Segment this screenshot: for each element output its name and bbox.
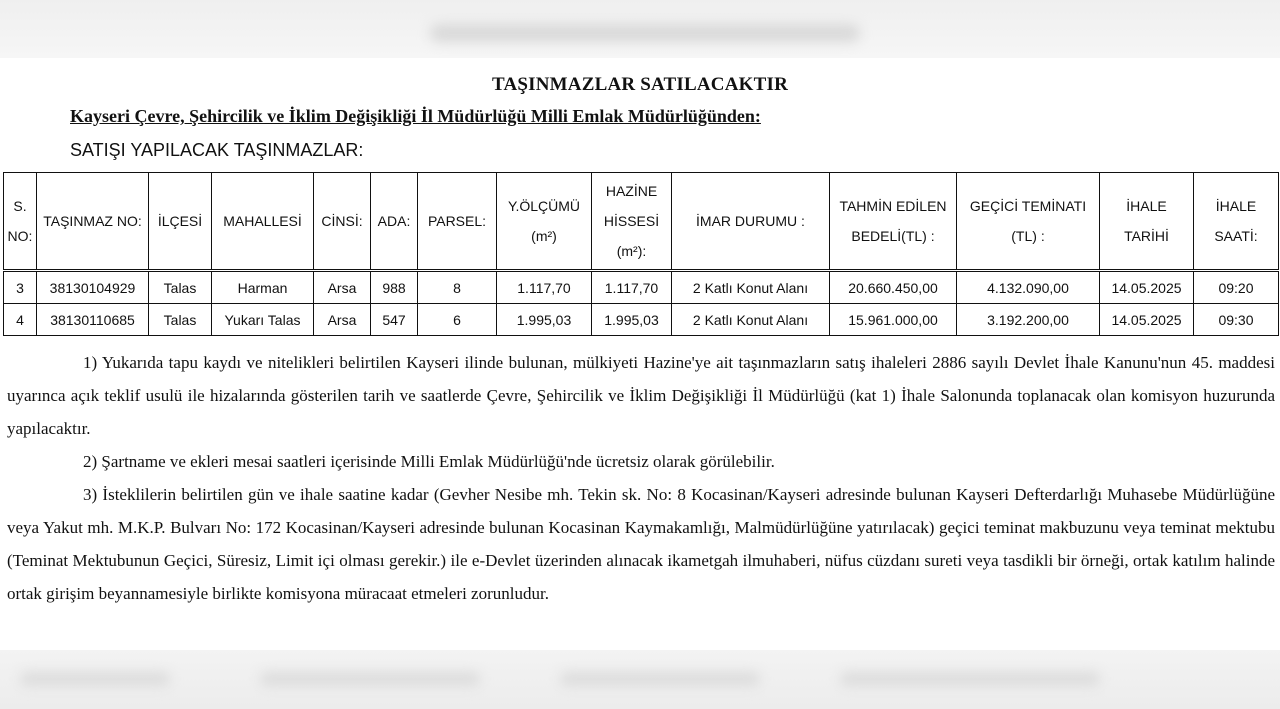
table-cell: Talas — [149, 271, 212, 304]
column-header-text: S. — [13, 198, 27, 214]
column-header — [314, 173, 371, 271]
column-header — [497, 173, 592, 271]
table-cell: 988 — [371, 271, 418, 304]
blurred-text — [840, 672, 1100, 686]
blurred-header-strip — [0, 0, 1280, 58]
table-header-row — [4, 173, 1279, 271]
table-cell: 38130104929 — [37, 271, 149, 304]
announcement-document — [0, 58, 1280, 650]
column-header — [418, 173, 497, 271]
column-header-text: BEDELİ(TL) : — [851, 228, 935, 244]
table-cell: 14.05.2025 — [1100, 304, 1194, 336]
table-cell: 4 — [4, 304, 37, 336]
column-header — [212, 173, 314, 271]
column-header — [1100, 173, 1194, 271]
table-cell: 09:20 — [1194, 271, 1279, 304]
column-header-text: NO: — [7, 228, 33, 244]
blurred-text — [260, 672, 480, 686]
column-header-text: TAHMİN EDİLEN — [839, 198, 947, 214]
column-header — [830, 173, 957, 271]
table-cell: 1.995,03 — [592, 304, 672, 336]
table-cell: 3.192.200,00 — [957, 304, 1100, 336]
column-header-text: İMAR DURUMU : — [696, 213, 805, 229]
table-cell: Harman — [212, 271, 314, 304]
column-header-text: HAZİNE — [605, 183, 658, 199]
paragraph-2: 2) Şartname ve ekleri mesai saatleri içerisinde Milli Emlak Müdürlüğü'nde ücretsiz olarak görülebilir. — [83, 452, 775, 471]
document-title: TAŞINMAZLAR SATILACAKTIR — [491, 74, 788, 95]
column-header — [592, 173, 672, 271]
column-header — [4, 173, 37, 271]
column-header-text: İHALE — [1126, 198, 1167, 214]
paragraph-3: 3) İsteklilerin belirtilen gün ve ihale saatine kadar (Gevher Nesibe mh. Tekin sk. No: 8 Kocasinan/Kayseri adresinde bulunan Kayseri Defterdarlığı Muhasebe Müdürlüğüne veya Yakut mh. M.K.P. Bulvarı No: 172 Kocasinan/Kayseri adresinde bulunan Kocasinan Kaymakamlığı, Malmüdürlüğüne yatırılacak) geçici teminat makbuzunu veya teminat mektubu (Teminat Mektubunun Geçici, Süresiz, Limit içi olması gerekir.) ile e-Devlet üzerinden alınacak ikametgah ilmuhaberi, nüfus cüzdanı sureti veya tasdikli bir örneği, ortak katılım halinde ortak girişim beyannamesiyle birlikte komisyona müracaat etmeleri zorunludur. — [7, 485, 1275, 603]
column-header — [371, 173, 418, 271]
column-header-text: (m²) — [531, 228, 557, 244]
column-header — [149, 173, 212, 271]
column-header — [672, 173, 830, 271]
column-header-text: GEÇİCİ TEMİNATI — [969, 198, 1087, 214]
table-row — [4, 304, 1279, 336]
column-header-text: HİSSESİ — [603, 213, 660, 229]
document-subtitle: Kayseri Çevre, Şehircilik ve İklim Değişikliği İl Müdürlüğü Milli Emlak Müdürlüğünden: — [70, 106, 761, 126]
column-header — [37, 173, 149, 271]
column-header-text: SAATİ: — [1214, 228, 1258, 244]
column-header-text: MAHALLESİ — [223, 213, 302, 229]
column-header-text: (TL) : — [1011, 228, 1045, 244]
blurred-text — [430, 24, 860, 42]
table-cell: 547 — [371, 304, 418, 336]
blurred-footer-strip — [0, 650, 1280, 709]
table-cell: 14.05.2025 — [1100, 271, 1194, 304]
table-cell: 2 Katlı Konut Alanı — [672, 271, 830, 304]
property-table — [3, 172, 1279, 336]
column-header — [957, 173, 1100, 271]
column-header-text: TAŞINMAZ NO: — [43, 213, 142, 229]
table-cell: 3 — [4, 271, 37, 304]
table-cell: Yukarı Talas — [212, 304, 314, 336]
table-cell: 09:30 — [1194, 304, 1279, 336]
column-header-text: İHALE — [1215, 198, 1257, 214]
blurred-text — [560, 672, 760, 686]
table-cell: Arsa — [314, 304, 371, 336]
table-cell: 6 — [418, 304, 497, 336]
table-cell: 8 — [418, 271, 497, 304]
table-cell: 15.961.000,00 — [830, 304, 957, 336]
column-header-text: TARİHİ — [1124, 228, 1169, 244]
column-header-text: PARSEL: — [427, 213, 487, 229]
column-header-text: ADA: — [377, 213, 411, 229]
table-row — [4, 271, 1279, 304]
announcement-body — [7, 346, 1275, 610]
column-header-text: CİNSİ: — [321, 213, 363, 229]
paragraph-1: 1) Yukarıda tapu kaydı ve nitelikleri belirtilen Kayseri ilinde bulunan, mülkiyeti Hazine'ye ait taşınmazların satış ihaleleri 2886 sayılı Devlet İhale Kanunu'nun 45. maddesi uyarınca açık teklif usulü ile hizalarında gösterilen tarih ve saatlerde Çevre, Şehircilik ve İklim Değişikliği İl Müdürlüğü (kat 1) İhale Salonunda toplanacak olan komisyon huzurunda yapılacaktır. — [7, 353, 1275, 438]
table-cell: 20.660.450,00 — [830, 271, 957, 304]
blurred-text — [20, 672, 170, 686]
table-cell: Arsa — [314, 271, 371, 304]
table-cell: 38130110685 — [37, 304, 149, 336]
table-cell: 1.117,70 — [592, 271, 672, 304]
table-cell: 4.132.090,00 — [957, 271, 1100, 304]
table-cell: 2 Katlı Konut Alanı — [672, 304, 830, 336]
table-cell: Talas — [149, 304, 212, 336]
table-body — [4, 271, 1279, 336]
section-label: SATIŞI YAPILACAK TAŞINMAZLAR: — [70, 140, 364, 160]
column-header — [1194, 173, 1279, 271]
table-cell: 1.117,70 — [497, 271, 592, 304]
column-header-text: Y.ÖLÇÜMÜ — [507, 198, 581, 214]
column-header-text: İLÇESİ — [157, 213, 203, 229]
column-header-text: (m²): — [616, 243, 647, 259]
table-cell: 1.995,03 — [497, 304, 592, 336]
